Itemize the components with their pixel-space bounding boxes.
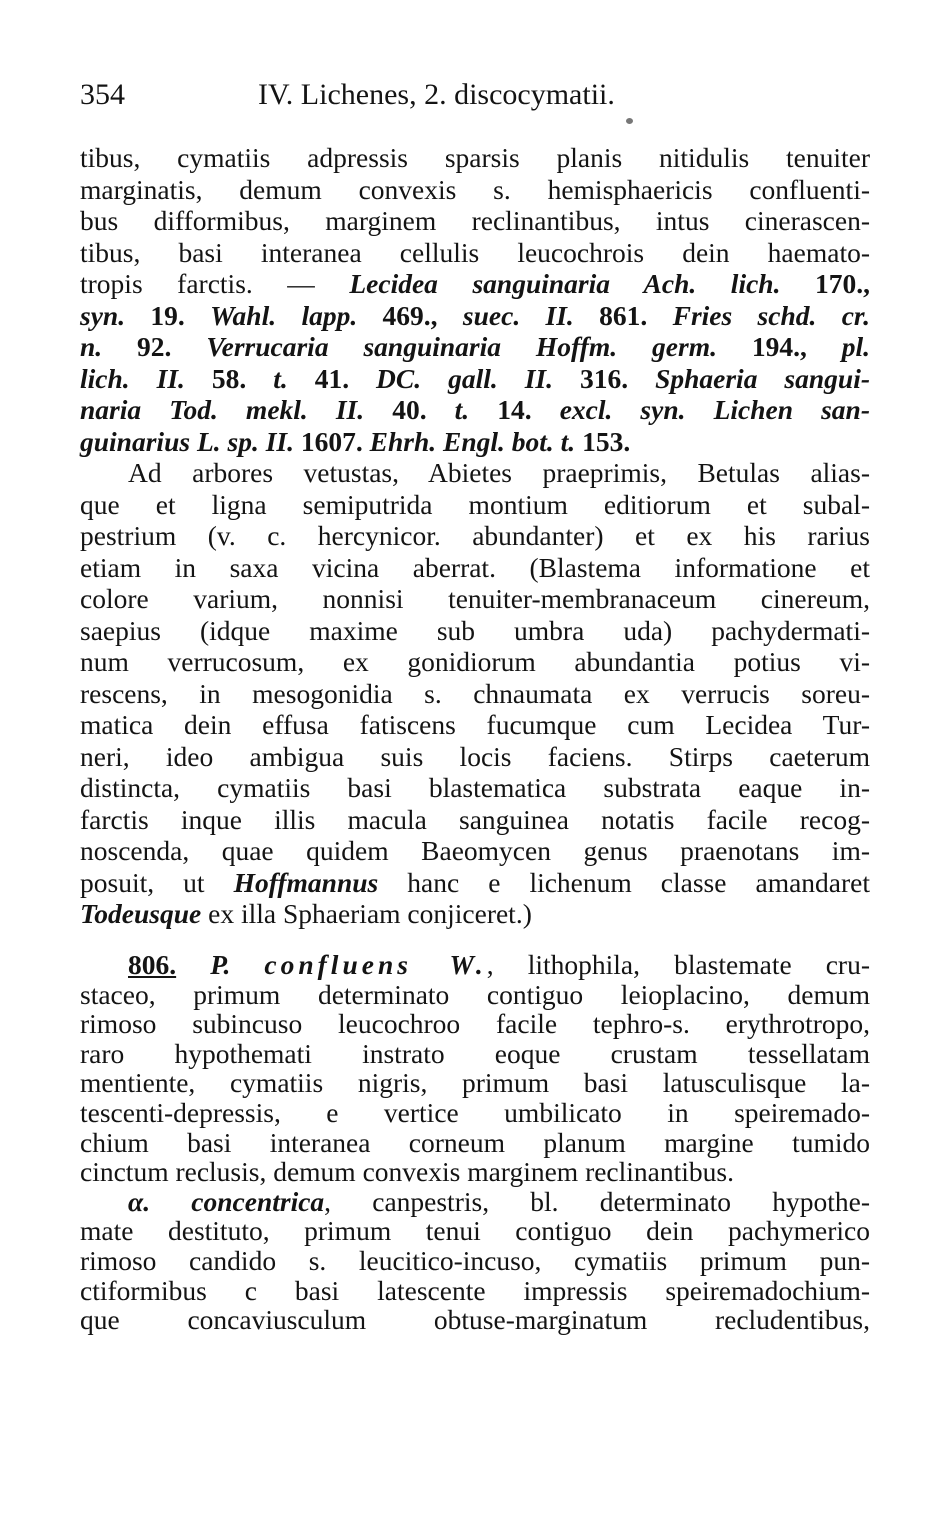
text-run: staceo, primum determinato contiguo leioplacino, demum bbox=[80, 978, 870, 1010]
text-line bbox=[80, 394, 870, 426]
text-line bbox=[80, 772, 870, 804]
text-run: bus difformibus, marginem reclinantibus, intus cinerascen- bbox=[80, 205, 870, 236]
text-line bbox=[80, 489, 870, 521]
text-line bbox=[80, 583, 870, 615]
emphasized-text: Todeusque bbox=[80, 898, 202, 929]
text-line bbox=[80, 1009, 870, 1039]
text-run: noscenda, quae quidem Baeomycen genus praenotans im- bbox=[80, 835, 870, 866]
text-line bbox=[80, 174, 870, 206]
emphasized-text: P. bbox=[176, 949, 265, 980]
emphasized-text: 316. bbox=[553, 362, 656, 394]
text-run: posuit, ut bbox=[80, 866, 234, 898]
text-block-entry-806 bbox=[80, 950, 870, 1335]
text-line bbox=[80, 520, 870, 552]
text-run: rimoso candido s. leucitico-incuso, cymatiis primum pun- bbox=[80, 1244, 870, 1276]
text-run: rimoso subincuso leucochroo facile tephro-s. erythrotropo, bbox=[80, 1008, 870, 1040]
emphasized-text: Sphaeria sangui- bbox=[655, 362, 871, 394]
emphasized-text: 1607. bbox=[293, 425, 370, 457]
emphasized-text: 806. bbox=[128, 949, 177, 980]
ink-speck bbox=[626, 118, 633, 124]
text-line bbox=[80, 1039, 870, 1069]
text-line bbox=[80, 1305, 870, 1335]
emphasized-text: 170., bbox=[780, 268, 871, 299]
text-line bbox=[80, 980, 870, 1010]
text-line bbox=[80, 552, 870, 584]
text-run: ctiformibus c basi latescente impressis speiremadochium- bbox=[80, 1274, 870, 1306]
text-run: neri, ideo ambigua suis locis faciens. Stirps caeterum bbox=[80, 740, 870, 772]
text-line bbox=[80, 804, 870, 836]
emphasized-text: 92. bbox=[102, 331, 207, 362]
text-line bbox=[80, 835, 870, 867]
text-run: mentiente, cymatiis nigris, primum basi latusculisque la- bbox=[80, 1067, 870, 1099]
text-run: tescenti-depressis, e vertice umbilicato in speiremado- bbox=[80, 1096, 870, 1128]
text-run: chium basi interanea corneum planum margine tumido bbox=[80, 1126, 870, 1158]
emphasized-text: 194., bbox=[716, 331, 842, 362]
text-run: , canpestris, bl. determinato hypothe- bbox=[324, 1185, 870, 1217]
emphasized-text: DC. gall. II. bbox=[376, 362, 553, 394]
emphasized-text: guinarius L. sp. II. bbox=[80, 425, 294, 457]
emphasized-text: Fries schd. cr. bbox=[672, 299, 870, 331]
text-line bbox=[80, 300, 870, 332]
text-line bbox=[80, 457, 870, 489]
text-line bbox=[80, 1157, 870, 1187]
text-run: distincta, cymatiis basi blastematica substrata eaque in- bbox=[80, 772, 870, 803]
text-line bbox=[80, 1276, 870, 1306]
text-run: cinctum reclusis, demum convexis marginem reclinantibus. bbox=[80, 1156, 734, 1188]
text-run: tibus, basi interanea cellulis leucochrois dein haemato- bbox=[80, 236, 870, 268]
text-run: colore varium, nonnisi tenuiter-membranaceum cinereum, bbox=[80, 583, 870, 614]
emphasized-text: 58. bbox=[184, 362, 274, 394]
text-line bbox=[80, 615, 870, 647]
emphasized-text: pl. bbox=[841, 331, 871, 362]
text-line bbox=[80, 363, 870, 395]
text-run: Ad arbores vetustas, Abietes praeprimis, Betulas alias- bbox=[128, 457, 870, 488]
emphasized-text: Lecidea sanguinaria Ach. lich. bbox=[349, 268, 781, 299]
text-line bbox=[80, 741, 870, 773]
emphasized-text: 14. bbox=[469, 394, 560, 425]
emphasized-text: α. concentrica bbox=[128, 1185, 325, 1217]
emphasized-text: suec. II. bbox=[462, 299, 574, 331]
text-line bbox=[80, 331, 870, 363]
text-run: ex illa Sphaeriam conjiceret.) bbox=[201, 898, 532, 929]
emphasized-text: naria Tod. mekl. II. bbox=[80, 394, 365, 425]
emphasized-text: 19. bbox=[125, 299, 211, 331]
text-run: mate destituto, primum tenui contiguo dein pachymerico bbox=[80, 1215, 870, 1247]
emphasized-text: t. bbox=[454, 394, 470, 425]
emphasized-text: Wahl. lapp. bbox=[210, 299, 358, 331]
emphasized-text: n. bbox=[80, 331, 103, 362]
text-line bbox=[80, 678, 870, 710]
emphasized-text: t. bbox=[273, 362, 288, 394]
text-block-lecidea-description bbox=[80, 142, 870, 930]
text-line bbox=[80, 268, 870, 300]
emphasized-text: 469., bbox=[357, 299, 463, 331]
running-title: IV. Lichenes, 2. discocymatii. bbox=[258, 78, 615, 111]
text-line bbox=[80, 142, 870, 174]
text-run: que concaviusculum obtuse-marginatum recludentibus, bbox=[80, 1304, 870, 1336]
text-line bbox=[80, 1187, 870, 1217]
text-run: raro hypothemati instrato eoque crustam tessellatam bbox=[80, 1037, 870, 1069]
text-line bbox=[80, 898, 870, 930]
emphasized-text: Verrucaria sanguinaria Hoffm. germ. bbox=[206, 331, 717, 362]
text-run: , lithophila, blastemate cru- bbox=[486, 949, 870, 980]
text-line bbox=[80, 867, 870, 899]
text-line bbox=[80, 1216, 870, 1246]
text-run: farctis inque illis macula sanguinea notatis facile recog- bbox=[80, 803, 870, 835]
text-line bbox=[80, 709, 870, 741]
text-line bbox=[80, 1068, 870, 1098]
emphasized-text: Hoffmannus bbox=[233, 866, 379, 898]
text-run: pestrium (v. c. hercynicor. abundanter) et ex his rarius bbox=[80, 520, 870, 551]
text-line bbox=[80, 950, 870, 980]
emphasized-text: lich. II. bbox=[80, 362, 185, 394]
text-line bbox=[80, 426, 870, 458]
text-run: matica dein effusa fatiscens fucumque cum Lecidea Tur- bbox=[80, 709, 870, 740]
text-run: tibus, cymatiis adpressis sparsis planis nitidulis tenuiter bbox=[80, 142, 870, 173]
text-line bbox=[80, 1246, 870, 1276]
text-run: etiam in saxa vicina aberrat. (Blastema informatione et bbox=[80, 551, 870, 583]
emphasized-text: 41. bbox=[287, 362, 377, 394]
emphasized-text: syn. bbox=[80, 299, 126, 331]
text-line bbox=[80, 1098, 870, 1128]
text-run: saepius (idque maxime sub umbra uda) pachydermati- bbox=[80, 614, 870, 646]
text-run: marginatis, demum convexis s. hemisphaericis confluenti- bbox=[80, 173, 870, 205]
text-line bbox=[80, 205, 870, 237]
page-number: 354 bbox=[80, 78, 125, 111]
text-line bbox=[80, 1128, 870, 1158]
emphasized-text: excl. syn. Lichen san- bbox=[559, 394, 870, 425]
text-line bbox=[80, 646, 870, 678]
emphasized-text: 153. bbox=[575, 425, 631, 457]
text-run: que et ligna semiputrida montium editiorum et subal- bbox=[80, 488, 870, 520]
text-run: rescens, in mesogonidia s. chnaumata ex verrucis soreu- bbox=[80, 677, 870, 709]
text-line bbox=[80, 237, 870, 269]
emphasized-text: 40. bbox=[364, 394, 455, 425]
emphasized-text: confluens W. bbox=[264, 949, 487, 980]
text-run: num verrucosum, ex gonidiorum abundantia potius vi- bbox=[80, 646, 870, 677]
text-run: tropis farctis. — bbox=[80, 268, 350, 299]
emphasized-text: Ehrh. Engl. bot. t. bbox=[369, 425, 576, 457]
emphasized-text: 861. bbox=[573, 299, 673, 331]
text-run: hanc e lichenum classe amandaret bbox=[378, 866, 871, 898]
